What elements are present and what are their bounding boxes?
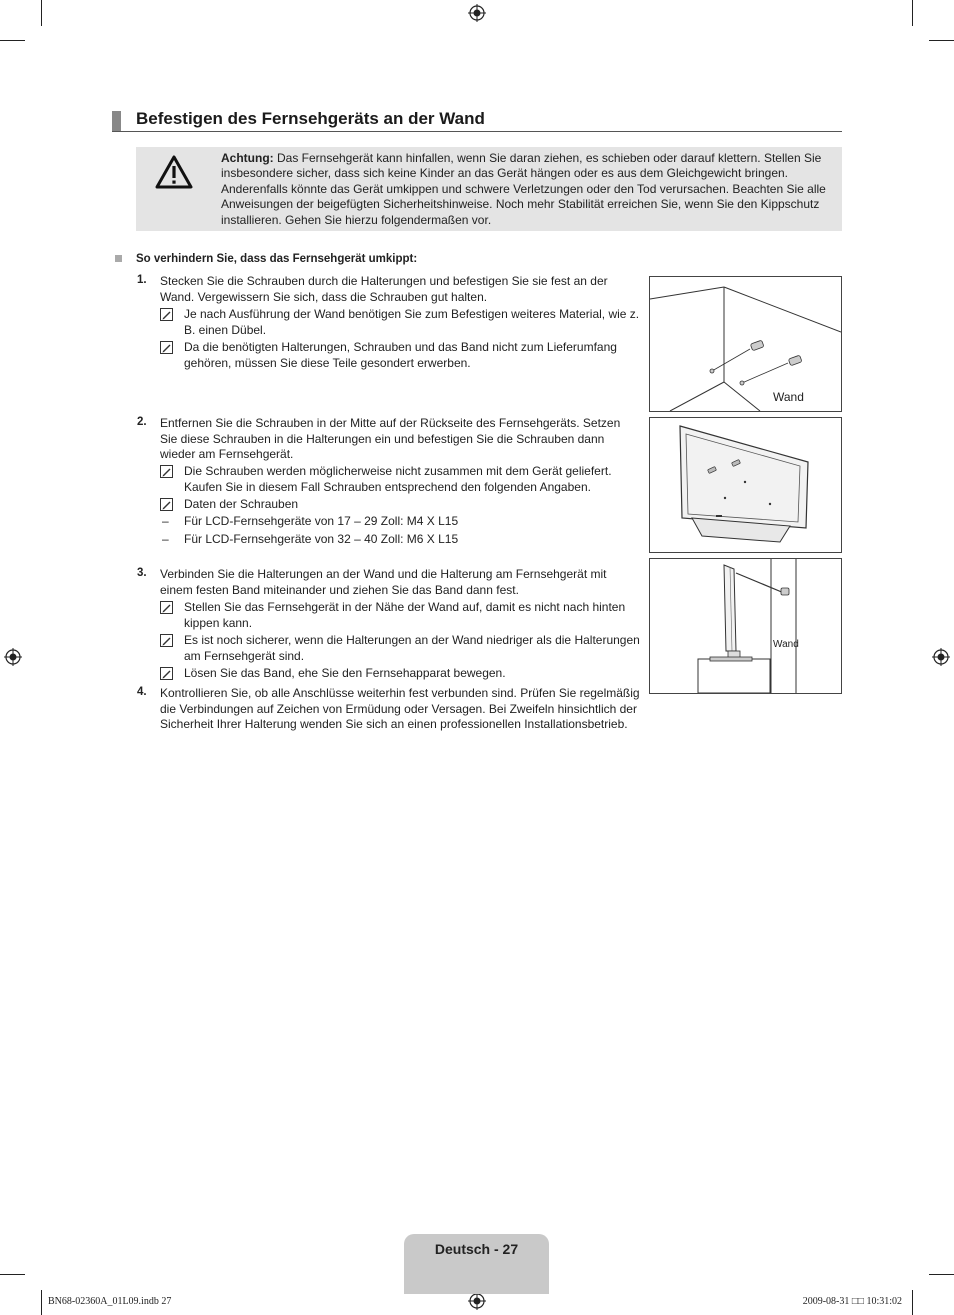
step-number: 4. bbox=[137, 686, 147, 698]
note-text: Daten der Schrauben bbox=[184, 497, 299, 511]
step-number: 2. bbox=[137, 416, 147, 428]
imprint-file: BN68-02360A_01L09.indb 27 bbox=[48, 1296, 172, 1307]
step-text: Kontrollieren Sie, ob alle Anschlüsse weiterhin fest verbunden sind. Prüfen Sie regelmäßig die Verbindungen auf Zeichen von Ermüdung oder Versagen. Bei Zweifeln hinsichtlich der Sicherheit Ihrer Halterung wenden Sie sich an einen professionellen Installationsbetrieb. bbox=[160, 686, 640, 732]
note-text: Lösen Sie das Band, ehe Sie den Fernsehapparat bewegen. bbox=[184, 666, 506, 680]
figure-wall-screws bbox=[649, 276, 842, 412]
note-icon bbox=[160, 341, 173, 354]
step-text: Entfernen Sie die Schrauben in der Mitte auf der Rückseite des Fernsehgeräts. Setzen Sie diese Schrauben in die Halterungen ein und befestigen Sie die Schrauben dann wieder am Fernsehgerät. bbox=[160, 416, 621, 462]
figure-label: Wand bbox=[773, 639, 799, 650]
section-divider bbox=[112, 131, 842, 132]
note-text: Da die benötigten Halterungen, Schrauben und das Band nicht zum Lieferumfang gehören, müssen Sie diese Teile gesondert erwerben. bbox=[184, 340, 617, 370]
dash-symbol: – bbox=[162, 514, 169, 528]
note-icon bbox=[160, 308, 173, 321]
registration-mark-icon bbox=[932, 648, 950, 666]
wall-corner-illustration bbox=[650, 277, 841, 411]
note bbox=[160, 633, 640, 664]
note-icon bbox=[160, 465, 173, 478]
note-icon bbox=[160, 498, 173, 511]
section-marker bbox=[112, 111, 121, 131]
note-text: Es ist noch sicherer, wenn die Halterungen an der Wand niedriger als die Halterungen am Fernsehgerät sind. bbox=[184, 633, 640, 663]
warning-label: Achtung: bbox=[221, 151, 274, 165]
note-icon bbox=[160, 667, 173, 680]
step-number: 1. bbox=[137, 274, 147, 286]
bullet-square-icon bbox=[115, 255, 122, 262]
note-text: Stellen Sie das Fernsehgerät in der Nähe der Wand auf, damit es nicht nach hinten kippen kann. bbox=[184, 600, 626, 630]
step-number: 3. bbox=[137, 567, 147, 579]
crop-mark bbox=[912, 0, 913, 26]
note-icon bbox=[160, 634, 173, 647]
page-number: Deutsch - 27 bbox=[434, 1241, 519, 1257]
section-title: Befestigen des Fernsehgeräts an der Wand bbox=[136, 109, 485, 128]
step-text: Verbinden Sie die Halterungen an der Wand und die Halterung am Fernsehgerät mit einem festen Band miteinander und ziehen Sie das Band dann fest. bbox=[160, 567, 607, 597]
note bbox=[160, 600, 640, 631]
tv-rear-illustration bbox=[650, 418, 841, 552]
subheading: So verhindern Sie, dass das Fernsehgerät umkippt: bbox=[136, 253, 418, 265]
note bbox=[160, 464, 640, 495]
dash-item bbox=[162, 532, 632, 548]
imprint-date: 2009-08-31 □□ 10:31:02 bbox=[802, 1296, 902, 1307]
note-text: Die Schrauben werden möglicherweise nicht zusammen mit dem Gerät geliefert. Kaufen Sie in diesem Fall Schrauben entsprechend den folgenden Angaben. bbox=[184, 464, 612, 494]
crop-mark bbox=[41, 1290, 42, 1315]
note bbox=[160, 666, 640, 682]
registration-mark-icon bbox=[4, 648, 22, 666]
registration-mark-icon bbox=[468, 1292, 486, 1310]
crop-mark bbox=[929, 1274, 954, 1275]
warning-body: Das Fernsehgerät kann hinfallen, wenn Sie daran ziehen, es schieben oder darauf klettern. Stellen Sie insbesondere sicher, dass sich keine Kinder an das Gerät hängen oder es aus dem Gleichgewicht bringen. Anderenfalls könnte das Gerät umkippen und schwere Verletzungen oder den Tod verursachen. Beachten Sie alle Anweisungen der beigefügten Sicherheitshinweise. Noch mehr Stabilität erreichen Sie, wenn Sie den Kippschutz installieren. Gehen Sie hierzu folgendermaßen vor. bbox=[221, 151, 826, 227]
dash-item bbox=[162, 514, 632, 530]
registration-mark-icon bbox=[468, 4, 486, 22]
dash-text: Für LCD-Fernsehgeräte von 17 – 29 Zoll: M4 X L15 bbox=[184, 514, 459, 528]
dash-text: Für LCD-Fernsehgeräte von 32 – 40 Zoll: M6 X L15 bbox=[184, 532, 459, 546]
crop-mark bbox=[0, 40, 25, 41]
note bbox=[160, 307, 640, 338]
crop-mark bbox=[0, 1274, 25, 1275]
note bbox=[160, 497, 640, 513]
tv-strap-illustration bbox=[650, 559, 841, 693]
dash-symbol: – bbox=[162, 532, 169, 546]
crop-mark bbox=[912, 1290, 913, 1315]
crop-mark bbox=[929, 40, 954, 41]
crop-mark bbox=[41, 0, 42, 26]
note-text: Je nach Ausführung der Wand benötigen Sie zum Befestigen weiteres Material, wie z. B. einen Dübel. bbox=[184, 307, 640, 337]
figure-tv-rear bbox=[649, 417, 842, 553]
figure-tv-strap bbox=[649, 558, 842, 694]
warning-text bbox=[221, 151, 826, 228]
note bbox=[160, 340, 640, 371]
warning-triangle-icon bbox=[154, 154, 194, 190]
note-icon bbox=[160, 601, 173, 614]
figure-label: Wand bbox=[773, 390, 804, 404]
step-text: Stecken Sie die Schrauben durch die Halterungen und befestigen Sie sie fest an der Wand. Vergewissern Sie sich, dass die Schrauben gut halten. bbox=[160, 274, 608, 304]
